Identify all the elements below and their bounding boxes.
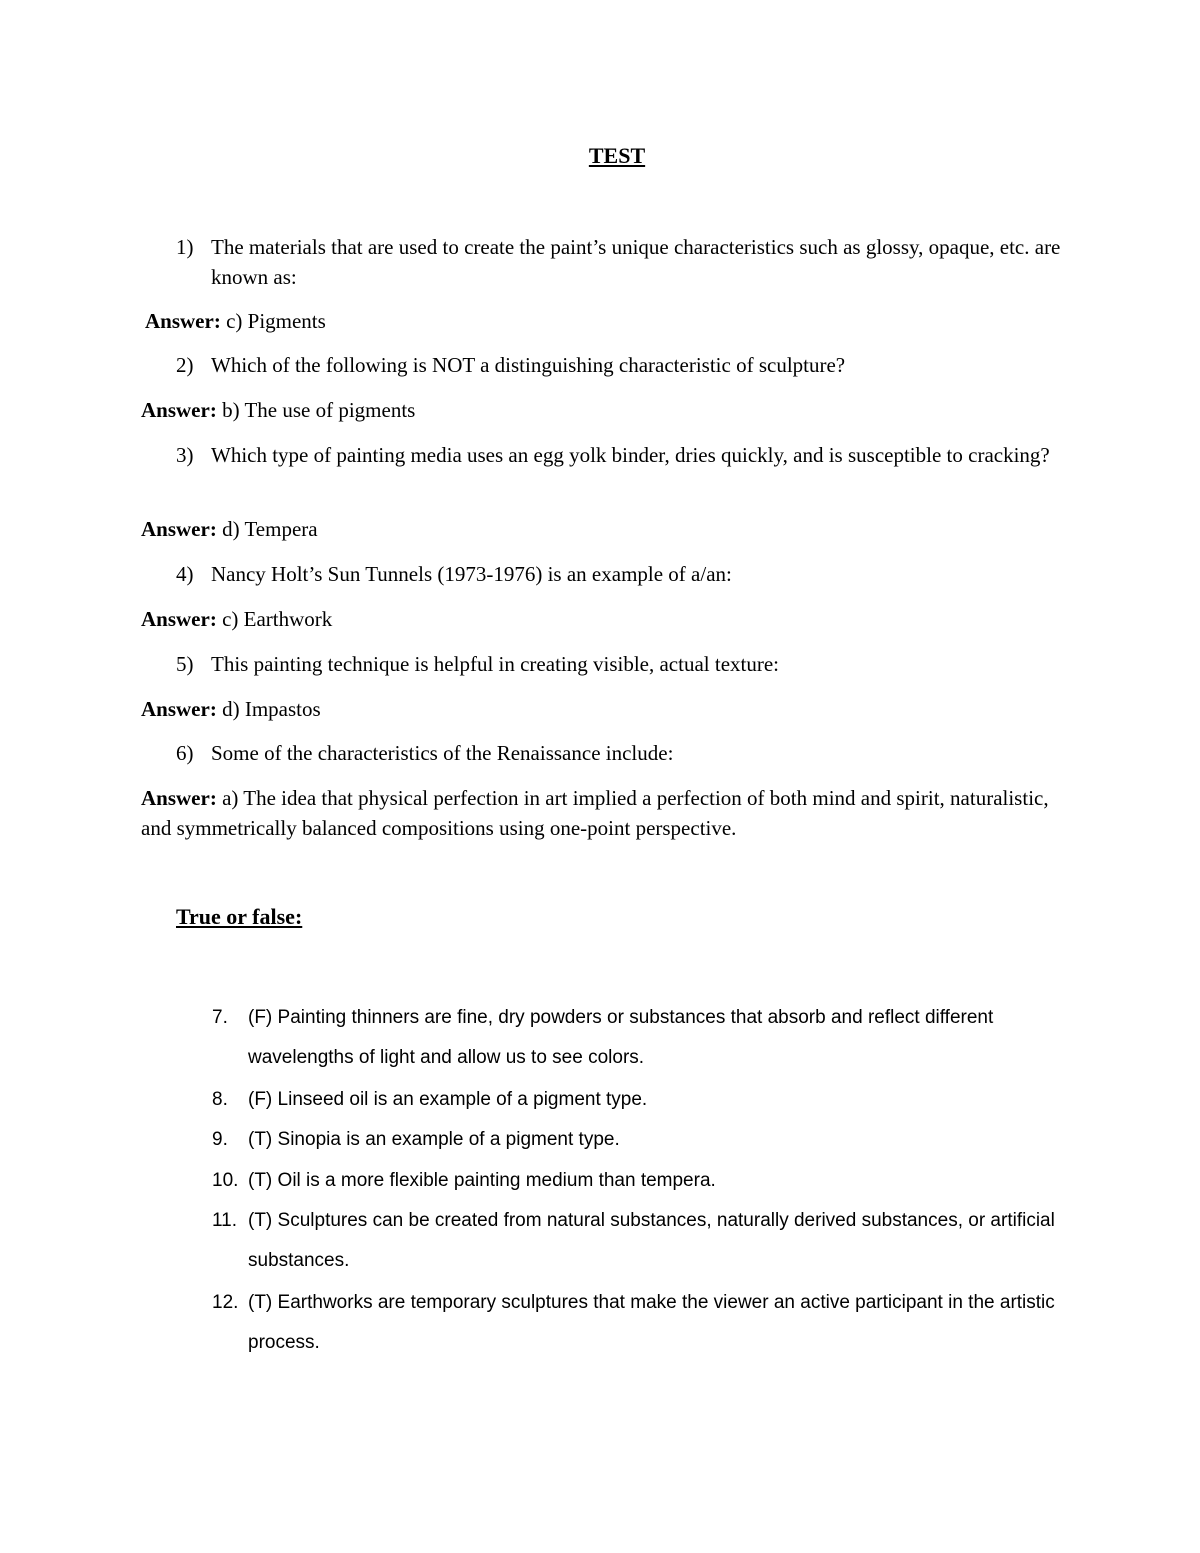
tf-item-number: 8.	[212, 1089, 228, 1110]
answer-text: b) The use of pigments	[222, 398, 416, 422]
question-1	[176, 232, 1076, 292]
question-text: This painting technique is helpful in creating visible, actual texture:	[211, 652, 780, 676]
tf-item-text: (T) Oil is a more flexible painting medium than tempera.	[248, 1170, 716, 1191]
question-3	[176, 440, 1076, 470]
tf-item-8	[212, 1080, 1092, 1120]
tf-item-10	[212, 1161, 1092, 1201]
answer-text: d) Impastos	[222, 697, 321, 721]
answer-label: Answer:	[141, 607, 217, 631]
tf-item-text: (F) Linseed oil is an example of a pigment type.	[248, 1089, 648, 1110]
answer-text: c) Pigments	[226, 309, 326, 333]
answer-4	[141, 604, 1081, 634]
answer-text: c) Earthwork	[222, 607, 333, 631]
question-number: 4)	[176, 562, 194, 586]
tf-item-number: 11.	[212, 1210, 238, 1231]
question-text: Which type of painting media uses an egg yolk binder, dries quickly, and is susceptible to cracking?	[211, 443, 1050, 467]
question-number: 1)	[176, 235, 194, 259]
answer-label: Answer:	[141, 786, 217, 810]
question-6	[176, 738, 1076, 768]
question-text: Some of the characteristics of the Renaissance include:	[211, 741, 674, 765]
answer-label: Answer:	[141, 517, 217, 541]
tf-item-number: 7.	[212, 1007, 228, 1028]
answer-label: Answer:	[145, 309, 221, 333]
tf-item-text: (T) Sinopia is an example of a pigment type.	[248, 1129, 620, 1150]
question-2	[176, 350, 1076, 380]
question-text: Which of the following is NOT a distinguishing characteristic of sculpture?	[211, 353, 846, 377]
answer-text: a) The idea that physical perfection in art implied a perfection of both mind and spirit, naturalistic, and symmetrically balanced compositions using one-point perspective.	[141, 786, 1049, 840]
answer-2	[141, 395, 1081, 425]
answer-6	[141, 783, 1061, 843]
tf-item-9	[212, 1120, 1092, 1160]
question-number: 3)	[176, 443, 194, 467]
page-title: TEST	[588, 143, 646, 168]
question-number: 2)	[176, 353, 194, 377]
question-5	[176, 649, 1076, 679]
question-4	[176, 559, 1076, 589]
true-false-heading: True or false:	[176, 904, 303, 929]
answer-1	[145, 306, 1085, 336]
question-number: 5)	[176, 652, 194, 676]
tf-item-12	[212, 1283, 1072, 1363]
question-text: Nancy Holt’s Sun Tunnels (1973-1976) is an example of a/an:	[211, 562, 732, 586]
tf-item-text: (T) Earthworks are temporary sculptures that make the viewer an active participant in the artistic process.	[248, 1292, 1055, 1353]
tf-item-7	[212, 998, 1012, 1078]
tf-item-number: 12.	[212, 1292, 239, 1313]
answer-label: Answer:	[141, 398, 217, 422]
answer-3	[141, 514, 1081, 544]
question-text: The materials that are used to create the paint’s unique characteristics such as glossy, opaque, etc. are known as:	[211, 235, 1061, 289]
question-number: 6)	[176, 741, 194, 765]
tf-item-text: (F) Painting thinners are fine, dry powders or substances that absorb and reflect different wavelengths of light and allow us to see colors.	[248, 1007, 994, 1068]
answer-5	[141, 694, 1081, 724]
tf-item-11	[212, 1201, 1057, 1281]
tf-item-number: 9.	[212, 1129, 228, 1150]
tf-item-text: (T) Sculptures can be created from natural substances, naturally derived substances, or artificial substances.	[248, 1210, 1055, 1271]
tf-item-number: 10.	[212, 1170, 239, 1191]
answer-label: Answer:	[141, 697, 217, 721]
answer-text: d) Tempera	[222, 517, 318, 541]
